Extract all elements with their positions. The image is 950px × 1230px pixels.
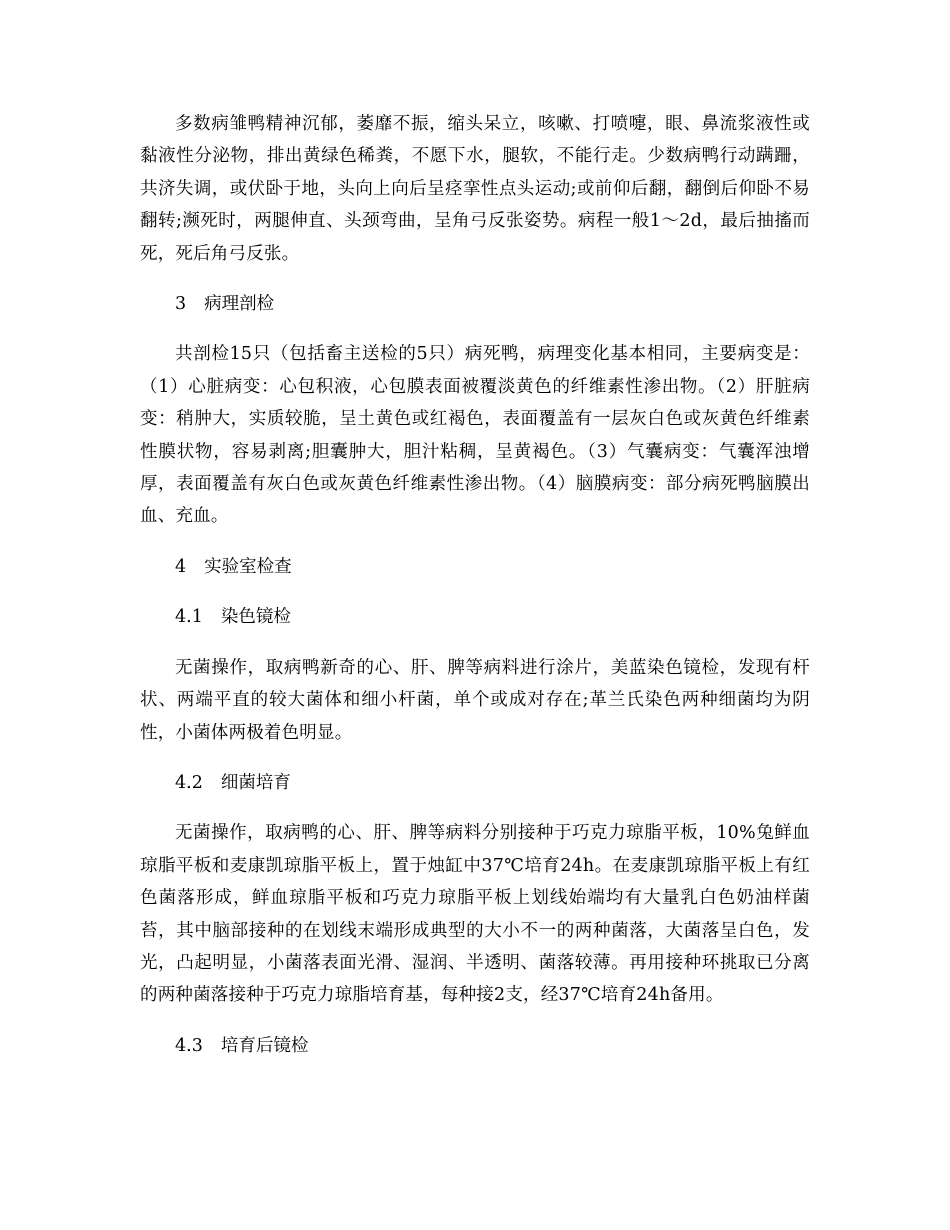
paragraph-clinical-signs: 多数病雏鸭精神沉郁，萎靡不振，缩头呆立，咳嗽、打喷嚏，眼、鼻流浆液性或黏液性分泌物，排出黄绿色稀粪，不愿下水，腿软，不能行走。少数病鸭行动蹒跚，共济失调，或伏卧于地，头向上向后呈痉挛性点头运动;或前仰后翻，翻倒后仰卧不易翻转;濒死时，两腿伸直、头颈弯曲，呈角弓反张姿势。病程一般1～2d，最后抽搐而死，死后角弓反张。 — [140, 114, 810, 264]
subsection-title: 细菌培育 — [220, 772, 291, 793]
section-title: 病理剖检 — [204, 294, 275, 315]
subsection-title: 染色镜检 — [220, 607, 291, 628]
section-title: 实验室检查 — [204, 556, 292, 577]
subsection-heading-culture — [140, 767, 810, 799]
paragraph-staining: 无菌操作，取病鸭新奇的心、肝、脾等病料进行涂片，美蓝染色镜检，发现有杆状、两端平直的较大菌体和细小杆菌，单个或成对存在;革兰氏染色两种细菌均为阴性，小菌体两极着色明显。 — [140, 657, 810, 743]
section-heading-pathology — [140, 288, 810, 320]
subsection-number: 4.2 — [175, 772, 203, 793]
subsection-heading-staining — [140, 601, 810, 633]
subsection-title: 培育后镜检 — [220, 1035, 309, 1056]
subsection-heading-post-culture-microscopy — [140, 1030, 810, 1062]
subsection-number: 4.1 — [175, 607, 203, 628]
subsection-number: 4.3 — [175, 1035, 203, 1056]
section-number: 3 — [175, 294, 187, 315]
section-number: 4 — [175, 556, 187, 577]
paragraph-culture: 无菌操作，取病鸭的心、肝、脾等病料分别接种于巧克力琼脂平板，10%兔鲜血琼脂平板和麦康凯琼脂平板上，置于烛缸中37℃培育24h。在麦康凯琼脂平板上有红色菌落形成，鲜血琼脂平板和巧克力琼脂平板上划线始端均有大量乳白色奶油样菌苔，其中脑部接种的在划线末端形成典型的大小不一的两种菌落，大菌落呈白色，发光，凸起明显，小菌落表面光滑、湿润、半透明、菌落较薄。再用接种环挑取已分离的两种菌落接种于巧克力琼脂培育基，每种接2支，经37℃培育24h备用。 — [140, 823, 810, 1006]
document-body — [140, 108, 810, 1080]
section-heading-lab-exam — [140, 551, 810, 583]
paragraph-pathology: 共剖检15只（包括畜主送检的5只）病死鸭，病理变化基本相同，主要病变是：（1）心脏病变：心包积液，心包膜表面被覆淡黄色的纤维素性渗出物。（2）肝脏病变：稍肿大，实质较脆，呈土黄色或红褐色，表面覆盖有一层灰白色或灰黄色纤维素性膜状物，容易剥离;胆囊肿大，胆汁粘稠，呈黄褐色。（3）气囊病变：气囊浑浊增厚，表面覆盖有灰白色或灰黄色纤维素性渗出物。（4）脑膜病变：部分病死鸭脑膜出血、充血。 — [140, 344, 810, 527]
